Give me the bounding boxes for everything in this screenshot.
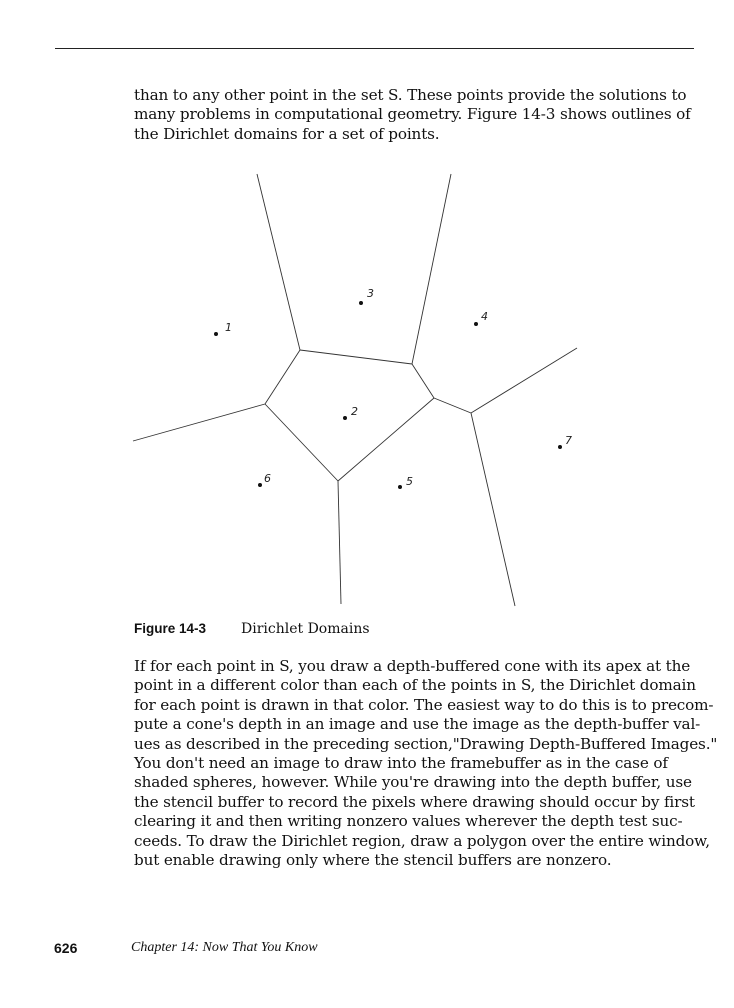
site-point	[474, 322, 478, 326]
site-point	[558, 445, 562, 449]
text-line: You don't need an image to draw into the framebuffer as in the case of	[134, 754, 668, 773]
site-point	[214, 332, 218, 336]
body-paragraph	[134, 657, 718, 870]
voronoi-edge	[434, 398, 471, 413]
point-label: 7	[565, 434, 572, 447]
point-label: 1	[225, 321, 232, 334]
text-line: for each point is drawn in that color. The easiest way to do this is to precom-	[134, 695, 714, 714]
voronoi-edge	[265, 404, 338, 481]
text-line: the stencil buffer to record the pixels where drawing should occur by first	[134, 792, 695, 811]
voronoi-edge	[412, 174, 451, 364]
voronoi-edge	[257, 174, 300, 350]
point-label: 4	[481, 310, 488, 323]
text-line: pute a cone's depth in an image and use the image as the depth-buffer val-	[134, 715, 701, 734]
voronoi-edge	[133, 404, 265, 441]
site-point	[258, 483, 262, 487]
point-label: 2	[351, 405, 358, 418]
point-label: 3	[367, 287, 374, 300]
figure-title: Dirichlet Domains	[241, 621, 370, 637]
text-line: ues as described in the preceding section,"Drawing Depth-Buffered Images."	[134, 734, 718, 753]
figure-number: Figure 14-3	[134, 621, 207, 636]
voronoi-edge	[338, 481, 341, 604]
text-line: If for each point in S, you draw a depth-buffered cone with its apex at the	[134, 657, 691, 675]
text-line: ceeds. To draw the Dirichlet region, draw a polygon over the entire window,	[134, 831, 710, 850]
site-point	[343, 416, 347, 420]
page-number: 626	[54, 940, 78, 956]
text-line: shaded spheres, however. While you're drawing into the depth buffer, use	[134, 773, 692, 792]
figure-caption	[134, 621, 370, 637]
voronoi-edge	[471, 348, 577, 413]
text-line: than to any other point in the set S. These points provide the solutions to	[134, 86, 687, 104]
voronoi-edge	[471, 413, 515, 606]
text-line: many problems in computational geometry. Figure 14-3 shows outlines of	[134, 105, 691, 124]
text-line: clearing it and then writing nonzero values wherever the depth test suc-	[134, 812, 683, 831]
point-label: 5	[406, 475, 413, 488]
voronoi-edge	[300, 350, 412, 364]
running-footer: Chapter 14: Now That You Know	[131, 940, 318, 955]
site-point	[359, 301, 363, 305]
site-point	[398, 485, 402, 489]
text-line: but enable drawing only where the stencil buffers are nonzero.	[134, 851, 612, 870]
voronoi-edge	[412, 364, 434, 398]
text-line: the Dirichlet domains for a set of points.	[134, 124, 440, 143]
text-line: point in a different color than each of the points in S, the Dirichlet domain	[134, 676, 696, 695]
point-label: 6	[264, 472, 271, 485]
voronoi-edge	[265, 350, 300, 404]
